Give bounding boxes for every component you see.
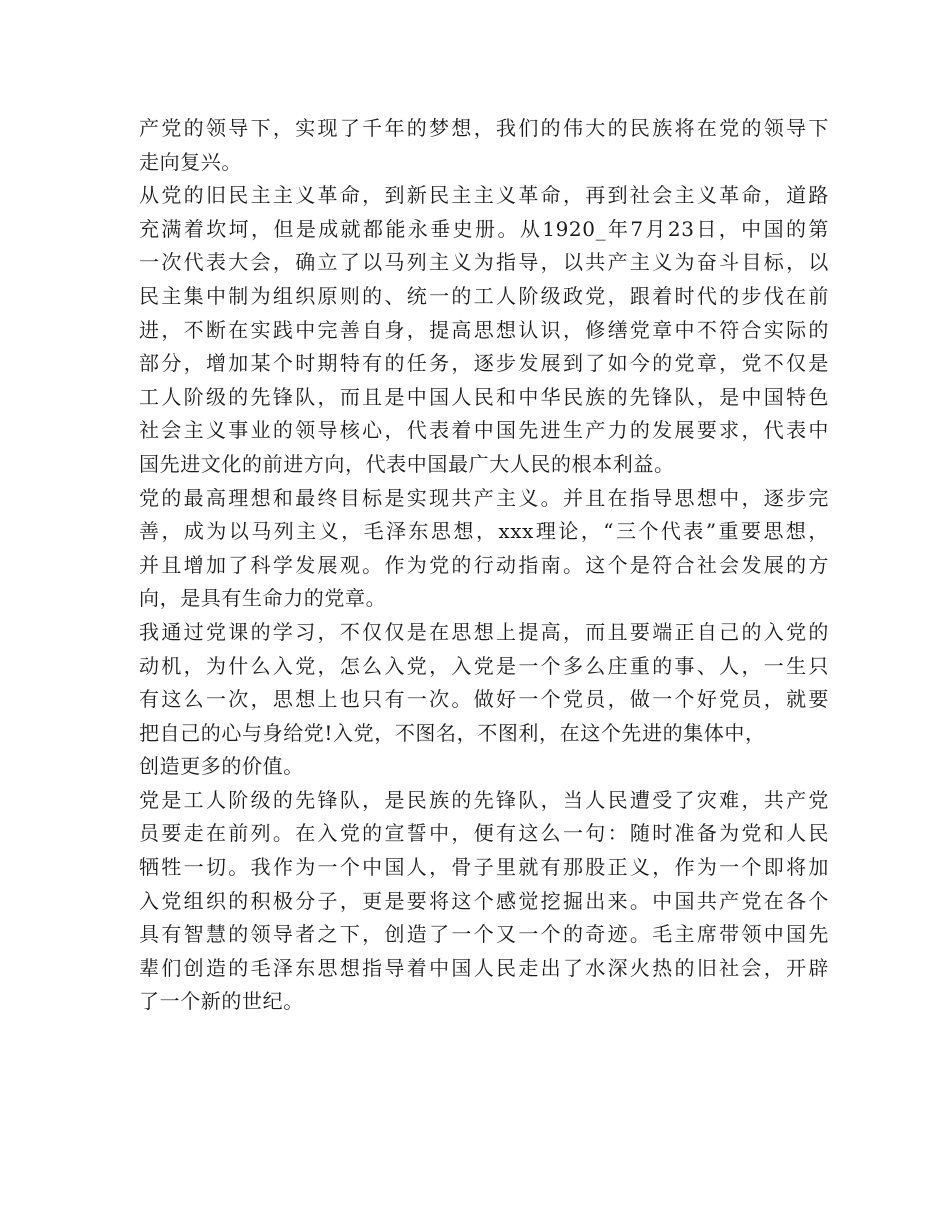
text-line: 我通过党课的学习，不仅仅是在思想上提高，而且要端正自己的入党的 bbox=[139, 619, 829, 644]
text-line: 党是工人阶级的先锋队，是民族的先锋队，当人民遭受了灾难，共产党 bbox=[139, 787, 829, 812]
text-line: 产党的领导下，实现了千年的梦想，我们的伟大的民族将在党的领导下 bbox=[139, 116, 829, 140]
text-line: 有这么一次，思想上也只有一次。做好一个党员，做一个好党员，就要 bbox=[139, 687, 829, 712]
text-line: 员要走在前列。在入党的宣誓中，便有这么一句：随时准备为党和人民 bbox=[139, 821, 829, 846]
text-line: 辈们创造的毛泽东思想指导着中国人民走出了水深火热的旧社会，开辟 bbox=[139, 955, 829, 980]
document-body bbox=[139, 112, 829, 1019]
text-line: 党的最高理想和最终目标是实现共产主义。并且在指导思想中，逐步完 bbox=[139, 485, 829, 510]
text-line: 走向复兴。 bbox=[139, 149, 242, 174]
text-line: 动机，为什么入党，怎么入党，入党是一个多么庄重的事、人，一生只 bbox=[139, 653, 829, 678]
text-line: 国先进文化的前进方向，代表中国最广大人民的根本利益。 bbox=[139, 451, 675, 476]
text-line: 从党的旧民主主义革命，到新民主主义革命，再到社会主义革命，道路 bbox=[139, 183, 829, 208]
text-line: 充满着坎坷，但是成就都能永垂史册。从1920_年7月23日，中国的第 bbox=[139, 216, 829, 241]
text-line: 入党组织的积极分子，更是要将这个感觉挖掘出来。中国共产党在各个 bbox=[139, 888, 829, 913]
text-line: 并且增加了科学发展观。作为党的行动指南。这个是符合社会发展的方 bbox=[139, 552, 829, 577]
text-line: 部分，增加某个时期特有的任务，逐步发展到了如今的党章，党不仅是 bbox=[139, 351, 829, 376]
text-line: 创造更多的价值。 bbox=[139, 754, 304, 779]
text-line: 善，成为以马列主义，毛泽东思想，xxx理论，“三个代表”重要思想， bbox=[139, 519, 829, 544]
text-line: 向，是具有生命力的党章。 bbox=[139, 586, 387, 611]
text-line: 牺牲一切。我作为一个中国人，骨子里就有那股正义，作为一个即将加 bbox=[139, 855, 829, 880]
text-line: 进，不断在实践中完善自身，提高思想认识，修缮党章中不符合实际的 bbox=[139, 317, 829, 342]
text-line: 一次代表大会，确立了以马列主义为指导，以共产主义为奋斗目标，以 bbox=[139, 250, 829, 275]
text-line: 具有智慧的领导者之下，创造了一个又一个的奇迹。毛主席带领中国先 bbox=[139, 922, 829, 947]
text-line: 工人阶级的先锋队，而且是中国人民和中华民族的先锋队，是中国特色 bbox=[139, 384, 829, 409]
text-line: 民主集中制为组织原则的、统一的工人阶级政党，跟着时代的步伐在前 bbox=[139, 283, 829, 308]
text-line: 社会主义事业的领导核心，代表着中国先进生产力的发展要求，代表中 bbox=[139, 418, 829, 443]
text-line: 了一个新的世纪。 bbox=[139, 989, 304, 1014]
text-line: 把自己的心与身给党!入党，不图名，不图利，在这个先进的集体中， bbox=[139, 720, 766, 745]
